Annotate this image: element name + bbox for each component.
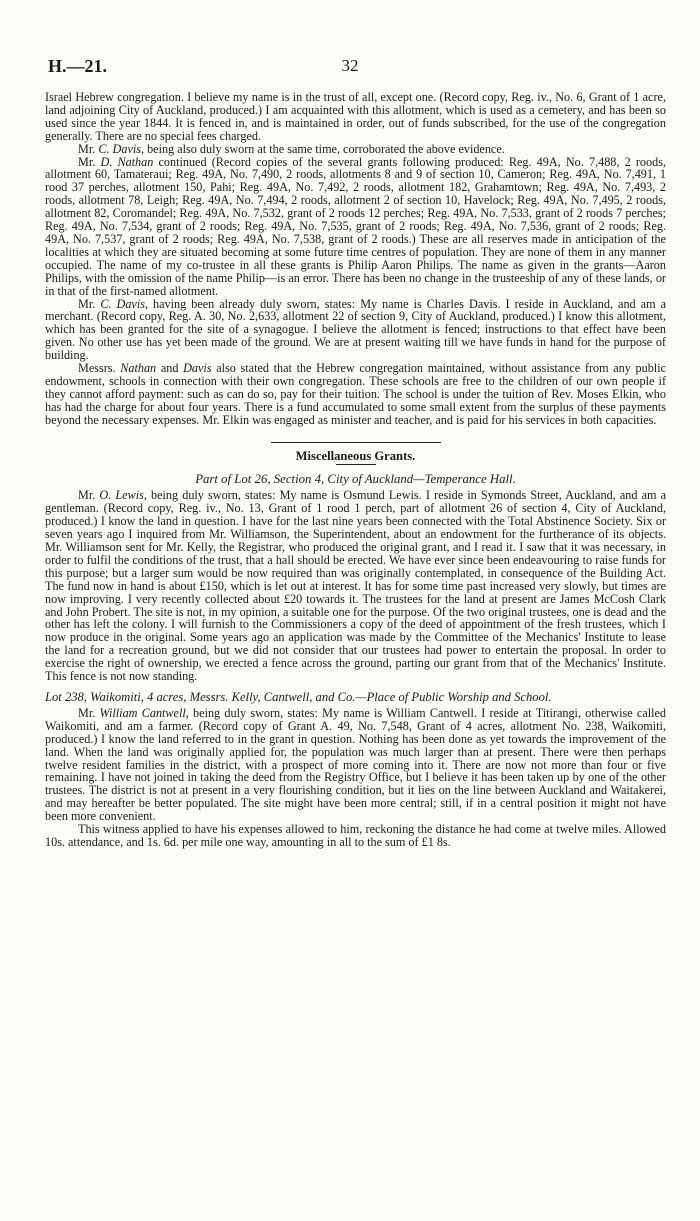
lead-text: Mr. [78,488,100,503]
connector-text: and [156,361,184,376]
paragraph-text: , being duly sworn, states: My name is Osmund Lewis. I reside in Symonds Street, Auckland, and am a gentleman. (Record copy, Reg. iv., No. 13, Grant of 1 rood 1 perch, part of allotment 26 of section 4, City of Auckland, produced.) I know the land in question. I have for the last nine years been connected with the Total Abstinence Society. Six or seven years ago I inquired from Mr. Williamson, the Superintendent, about an endowment for the furtherance of its objects. Mr. Williamson sent for Mr. Kelly, the Registrar, who produced the original grant, and I read it. I saw that it was necessary, in order to fulfil the conditions of the trust, that a hall should be erected. We have ever since been endeavouring to raise funds for this purpose; but a larger sum would be now required than was originally contemplated, in consequence of the Building Act. The fund now in hand is about £150, which is let out at interest. It has for some time past increased very slowly, but times are now improving. I very recently collected about £20 towards it. The trustees for the land at present are James McCosh Clark and John Probert. The site is not, in my opinion, a suitable one for the purpose. Of the two original trustees, one is dead and the other has left the colony. I will furnish to the Commissioners a copy of the deed of appointment of the fresh trustees, which I now produce in the original. Some years ago an application was made by the Committee of the Mechanics' Institute to lease the land for a recreation ground, but we did not consider that our trustees had power to entertain the proposal. In order to exercise the right of ownership, we erected a fence across the ground, parting our grant from that of the Mechanics' Institute. This fence is not now standing. [45,488,666,684]
subsection-heading-1: Part of Lot 26, Section 4, City of Auckland—Temperance Hall. [195,472,516,487]
section-heading: Miscellaneous Grants. [295,448,416,463]
witness-name: William Cantwell [99,705,186,720]
paragraph-text: continued (Record copies of the several grants following produced: Reg. 49A, No. 7,488, 2 roods, allotment 60, Tamateraui; Reg. 49A, No. 7,490, 2 roods, allotments 8 and 9 of section 10, Cameron; Reg. 49A, No. 7,491, 1 rood 37 perches, allotment 150, Pahi; Reg. 49A, No. 7,492, 2 roods, allotment 182, Grahamtown; Reg. 49A, No. 7,493, 2 roods, allotment 78, Leigh; Reg. 49A, No. 7,494, 2 roods, allotment 2 of section 10, Havelock; Reg. 49A, No. 7,495, 2 roods, allotment 82, Coromandel; Reg. 49A, No. 7,532, grant of 2 roods 12 perches; Reg. 49A, No. 7,533, grant of 2 roods 7 perches; Reg. 49A, No. 7,534, grant of 2 roods; Reg. 49A, No. 7,535, grant of 2 roods; Reg. 49A, No. 7,536, grant of 2 roods; Reg. 49A, No. 7,537, grant of 2 roods; Reg. 49A, No. 7,538, grant of 2 roods.) These are all reserves made in anticipation of the localities at which they are situated becoming at some future time centres of population. They are none of them in any manner occupied. The name of my co-trustee in all these grants is Philip Aaron Philips. The name as given in the grants—Aaron Philips, with the omission of the name Philip—is an error. There has been no change in the trusteeship of any of these lands, or in that of the first-named allotment. [45,154,666,298]
lead-text: Mr. [78,705,100,720]
subsection-heading-2: Lot 238, Waikomiti, 4 acres, Messrs. Kelly, Cantwell, and Co.—Place of Public Worship and School. [45,689,552,704]
witness-name: C. Davis [98,141,141,156]
lead-text: Messrs. [78,361,121,376]
page-header [0,56,700,80]
witness-name: Nathan [120,361,157,376]
paragraph-7 [45,707,666,823]
witness-name: D. Nathan [100,154,154,169]
paragraph-text: , being duly sworn, states: My name is William Cantwell. I reside at Titirangi, otherwise called Waikomiti, and am a farmer. (Record copy of Grant A. 49, No. 7,548, Grant of 4 acres, allotment No. 238, Waikomiti, produced.) I know the land referred to in the grant in question. Nothing has been done as yet towards the improvement of the land. When the land was originally applied for, the population was much larger than at present. There were then perhaps twelve resident families in the district, with a prospect of more coming into it. There are now not more than four or five remaining. I have not joined in taking the deed from the Registry Office, but I believe it has been taken up by one of the other trustees. The district is not at present in a very flourishing condition, but it lies on the line between Auckland and Waitakerei, and may hereafter be better populated. The site might have been more central; still, if in a central position it might not have been more convenient. [45,705,666,824]
paragraph-text: also stated that the Hebrew congregation maintained, without assistance from any public endowment, schools in connection with their own congregation. These schools are free to the children of our own people if they cannot afford payment: such as can do so, pay for their tuition. The school is under the tuition of Rev. Moses Elkin, who has had the charge for about four years. There is a fund accumulated to some small extent from the surplus of these payments beyond the necessary expenses. Mr. Elkin was engaged as minister and teacher, and is paid for his services in both capacities. [45,361,666,427]
paragraph-6 [45,489,666,683]
lead-text: Mr. [78,141,99,156]
document-body [45,91,666,849]
witness-name: O. Lewis [99,488,144,503]
paragraph-1: Israel Hebrew congregation. I believe my name is in the trust of all, except one. (Record copy, Reg. iv., No. 6, Grant of 1 acre, land adjoining City of Auckland, produced.) I am acquainted with this allotment, which is used as a cemetery, and has been so used since the year 1844. It is fenced in, and is maintained in order, out of funds subscribed, for the use of the congregation generally. There are no special fees charged. [45,90,666,143]
paragraph-5 [45,362,666,427]
paragraph-4 [45,298,666,363]
section-divider [271,442,441,443]
page-number: 32 [341,56,359,75]
report-code: H.—21. [48,56,108,76]
paragraph-3 [45,156,666,298]
paragraph-text: , being also duly sworn at the same time, corroborated the above evidence. [140,141,505,156]
witness-name: C. Davis [100,296,145,311]
witness-name: Davis [183,361,212,376]
lead-text: Mr. [78,154,101,169]
paragraph-text: , having been already duly sworn, states: My name is Charles Davis. I reside in Auckland, and am a merchant. (Record copy, Reg. A. 30, No. 2,633, allotment 22 of section 9, City of Auckland, produced.) I know this allotment, which has been granted for the site of a synagogue. I believe the allotment is fenced; instructions to that effect have been given. No other use has yet been made of the ground. We are at present waiting till we have funds in hand for the purpose of building. [45,296,666,363]
lead-text: Mr. [78,296,101,311]
heading-underline [336,464,376,465]
paragraph-8: This witness applied to have his expenses allowed to him, reckoning the distance he had come at twelve miles. Allowed 10s. attendance, and 1s. 6d. per mile one way, amounting in all to the sum of £1 8s. [45,822,666,849]
